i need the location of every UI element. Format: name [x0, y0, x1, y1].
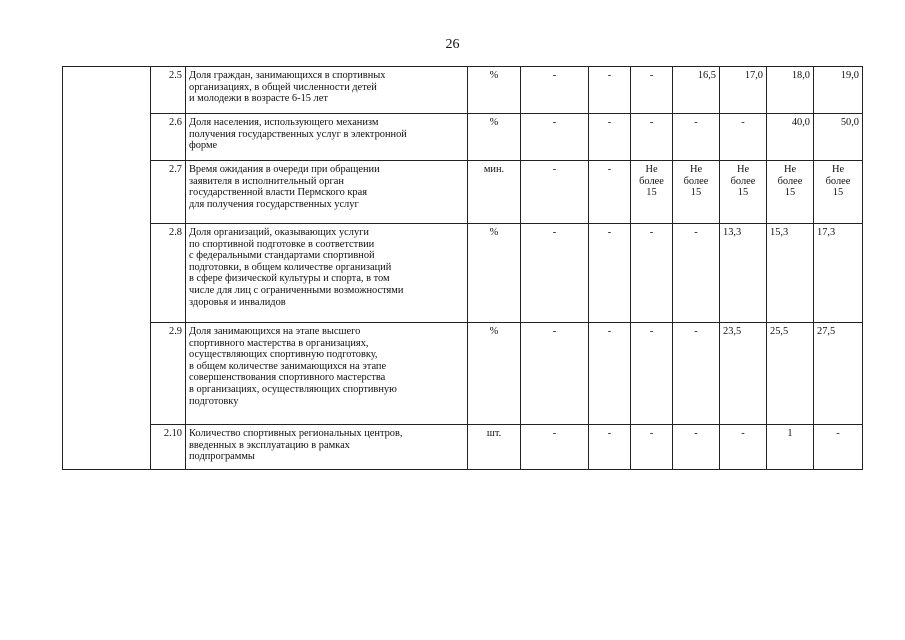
indicator-description: Доля занимающихся на этапе высшего спортивного мастерства в организациях, осуществляющих спортивную подготовку, в общем количестве занимающихся на этапе совершенствования спортивного мастерства в организациях, осуществляющих спортивную подготовку: [186, 323, 468, 425]
table-row: [63, 161, 863, 224]
indicators-table: [62, 66, 863, 470]
value-cell: 17,3: [814, 224, 863, 323]
value-cell: -: [589, 161, 631, 224]
table-row: [63, 67, 863, 114]
value-cell: -: [631, 425, 673, 470]
value-cell: -: [720, 114, 767, 161]
indicator-description: Доля организаций, оказывающих услуги по спортивной подготовке в соответствии с федеральными стандартами спортивной подготовки, в общем количестве организаций в сфере физической культуры и спорта, в том числе для лиц с ограниченными возможностями здоровья и инвалидов: [186, 224, 468, 323]
indicator-description: Количество спортивных региональных центров, введенных в эксплуатацию в рамках подпрограммы: [186, 425, 468, 470]
row-number: 2.7: [151, 161, 186, 224]
value-cell: 19,0: [814, 67, 863, 114]
value-cell: -: [589, 224, 631, 323]
value-cell: -: [589, 67, 631, 114]
value-cell: -: [631, 323, 673, 425]
value-cell: -: [631, 67, 673, 114]
table-row: [63, 323, 863, 425]
value-cell: Не более 15: [673, 161, 720, 224]
value-cell: -: [589, 425, 631, 470]
value-cell: -: [631, 114, 673, 161]
value-cell: 18,0: [767, 67, 814, 114]
value-cell: Не более 15: [720, 161, 767, 224]
value-cell: -: [521, 323, 589, 425]
row-number: 2.8: [151, 224, 186, 323]
row-number: 2.6: [151, 114, 186, 161]
value-cell: -: [673, 114, 720, 161]
row-number: 2.10: [151, 425, 186, 470]
value-cell: -: [521, 425, 589, 470]
value-cell: 23,5: [720, 323, 767, 425]
value-cell: 50,0: [814, 114, 863, 161]
unit-cell: %: [468, 224, 521, 323]
value-cell: -: [631, 224, 673, 323]
value-cell: -: [673, 323, 720, 425]
indicator-description: Доля населения, использующего механизм получения государственных услуг в электронной форме: [186, 114, 468, 161]
value-cell: -: [673, 425, 720, 470]
table-row: [63, 224, 863, 323]
value-cell: Не более 15: [814, 161, 863, 224]
value-cell: 25,5: [767, 323, 814, 425]
unit-cell: %: [468, 323, 521, 425]
value-cell: Не более 15: [767, 161, 814, 224]
value-cell: -: [589, 323, 631, 425]
indicator-description: Доля граждан, занимающихся в спортивных организациях, в общей численности детей и молодежи в возрасте 6-15 лет: [186, 67, 468, 114]
table-row: [63, 425, 863, 470]
value-cell: -: [589, 114, 631, 161]
value-cell: 13,3: [720, 224, 767, 323]
value-cell: -: [521, 224, 589, 323]
table-row: [63, 114, 863, 161]
value-cell: 17,0: [720, 67, 767, 114]
page-number: 26: [445, 37, 460, 52]
indicator-description: Время ожидания в очереди при обращении заявителя в исполнительный орган государственной власти Пермского края для получения государственных услуг: [186, 161, 468, 224]
value-cell: Не более 15: [631, 161, 673, 224]
value-cell: -: [521, 114, 589, 161]
value-cell: -: [720, 425, 767, 470]
row-number: 2.5: [151, 67, 186, 114]
value-cell: -: [814, 425, 863, 470]
unit-cell: %: [468, 67, 521, 114]
value-cell: -: [521, 161, 589, 224]
table-body: [63, 67, 863, 470]
row-number: 2.9: [151, 323, 186, 425]
value-cell: -: [521, 67, 589, 114]
value-cell: 1: [767, 425, 814, 470]
unit-cell: %: [468, 114, 521, 161]
value-cell: 15,3: [767, 224, 814, 323]
unit-cell: шт.: [468, 425, 521, 470]
value-cell: -: [673, 224, 720, 323]
value-cell: 40,0: [767, 114, 814, 161]
section-column: [63, 67, 151, 470]
value-cell: 27,5: [814, 323, 863, 425]
value-cell: 16,5: [673, 67, 720, 114]
unit-cell: мин.: [468, 161, 521, 224]
